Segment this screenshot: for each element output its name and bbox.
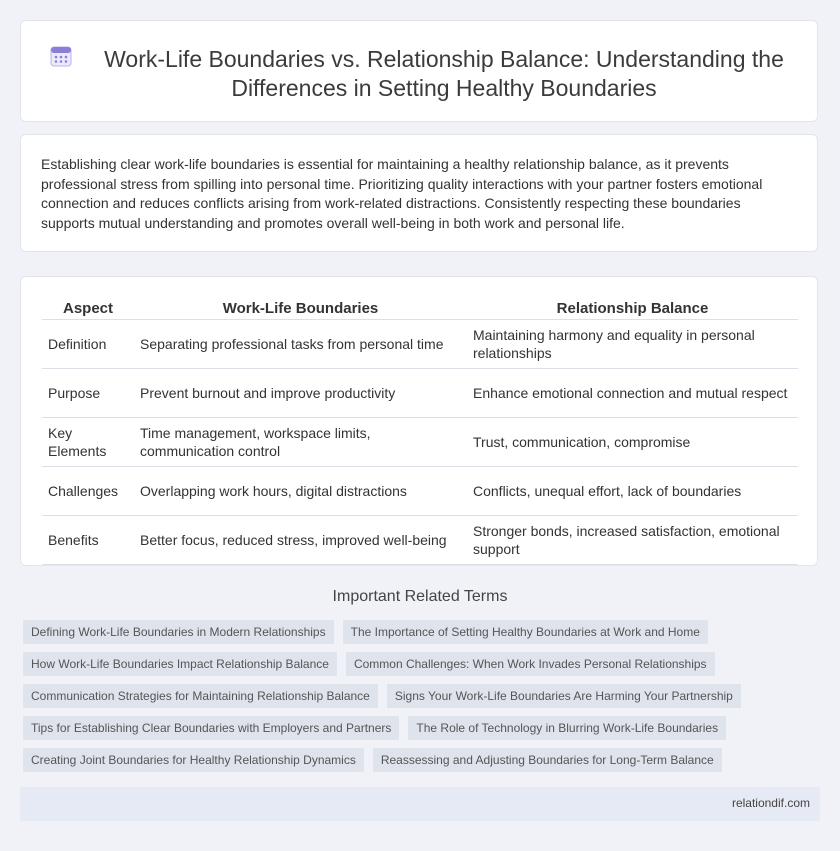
cell-aspect: Definition: [42, 320, 134, 369]
related-term-link[interactable]: Tips for Establishing Clear Boundaries with Employers and Partners: [23, 716, 399, 740]
related-term-link[interactable]: The Role of Technology in Blurring Work-Life Boundaries: [408, 716, 726, 740]
calendar-icon: [49, 44, 73, 68]
cell-aspect: Benefits: [42, 516, 134, 565]
cell-aspect: Purpose: [42, 369, 134, 418]
cell-relationship: Enhance emotional connection and mutual respect: [467, 369, 798, 418]
page-title: Work-Life Boundaries vs. Relationship Balance: Understanding the Differences in Setting Healthy Boundaries: [104, 46, 784, 101]
related-term-link[interactable]: Signs Your Work-Life Boundaries Are Harming Your Partnership: [387, 684, 741, 708]
cell-relationship: Conflicts, unequal effort, lack of boundaries: [467, 467, 798, 516]
related-term-link[interactable]: Reassessing and Adjusting Boundaries for Long-Term Balance: [373, 748, 722, 772]
table-row: [42, 418, 798, 467]
related-term-link[interactable]: Creating Joint Boundaries for Healthy Relationship Dynamics: [23, 748, 364, 772]
cell-work-life: Overlapping work hours, digital distractions: [134, 467, 467, 516]
related-term-link[interactable]: Common Challenges: When Work Invades Personal Relationships: [346, 652, 715, 676]
related-term-link[interactable]: How Work-Life Boundaries Impact Relationship Balance: [23, 652, 337, 676]
comparison-table: [42, 295, 798, 565]
cell-relationship: Stronger bonds, increased satisfaction, emotional support: [467, 516, 798, 565]
tag-row: [23, 748, 722, 772]
cell-relationship: Trust, communication, compromise: [467, 418, 798, 467]
header-aspect: Aspect: [42, 295, 134, 320]
cell-work-life: Time management, workspace limits, communication control: [134, 418, 467, 467]
comparison-card: [20, 276, 818, 566]
header-work-life: Work-Life Boundaries: [134, 295, 467, 320]
table-row: [42, 516, 798, 565]
footer: [20, 787, 820, 821]
related-terms-title: Important Related Terms: [332, 588, 508, 605]
cell-relationship: Maintaining harmony and equality in personal relationships: [467, 320, 798, 369]
related-term-link[interactable]: The Importance of Setting Healthy Boundaries at Work and Home: [343, 620, 708, 644]
tag-row: [23, 652, 715, 676]
footer-site[interactable]: relationdif.com: [731, 796, 810, 810]
cell-work-life: Prevent burnout and improve productivity: [134, 369, 467, 418]
title-card: [20, 20, 818, 122]
related-term-link[interactable]: Communication Strategies for Maintaining Relationship Balance: [23, 684, 378, 708]
tag-row: [23, 620, 708, 644]
intro-paragraph: Establishing clear work-life boundaries is essential for maintaining a healthy relationship balance, as it prevents professional stress from spilling into personal time. Prioritizing quality interactions with your partner fosters emotional connection and reduces conflicts arising from work-related distractions. Consistently respecting these boundaries supports mutual understanding and promotes overall well-being in both work and personal life.: [41, 156, 763, 231]
tag-row: [23, 684, 741, 708]
cell-work-life: Separating professional tasks from personal time: [134, 320, 467, 369]
table-row: [42, 467, 798, 516]
intro-card: [20, 134, 818, 252]
cell-work-life: Better focus, reduced stress, improved well-being: [134, 516, 467, 565]
cell-aspect: Challenges: [42, 467, 134, 516]
cell-aspect: Key Elements: [42, 418, 134, 467]
tag-row: [23, 716, 726, 740]
header-relationship: Relationship Balance: [467, 295, 798, 320]
table-row: [42, 320, 798, 369]
related-term-link[interactable]: Defining Work-Life Boundaries in Modern Relationships: [23, 620, 334, 644]
table-row: [42, 369, 798, 418]
